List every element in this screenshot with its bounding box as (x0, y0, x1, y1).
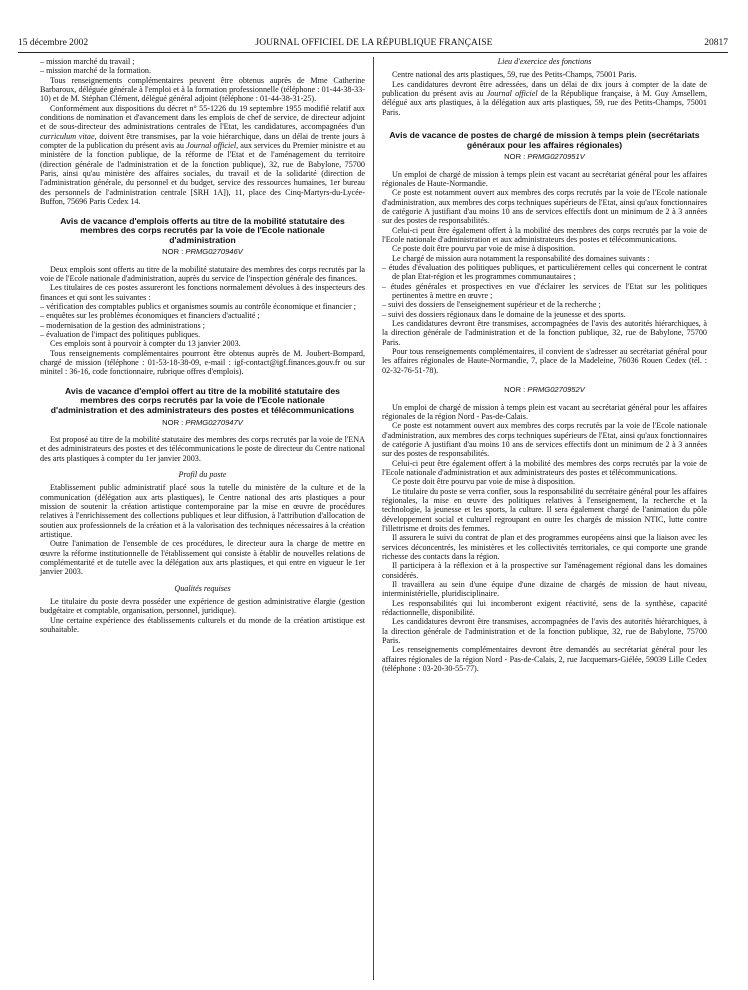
nor-code: PRMG0270952V (527, 385, 585, 395)
list-item: – vérification des comptables publics et organismes soumis au contrôle économique et financier ; (40, 302, 365, 311)
paragraph: Un emploi de chargé de mission à temps plein est vacant au secrétariat général pour les affaires régionales de la région Nord - Pas-de-Calais. (382, 402, 707, 421)
paragraph: Les responsabilités qui lui incomberont exigent réactivité, sens de la synthèse, capacité rédactionnelle, disponibilité. (382, 598, 707, 618)
paragraph: Tous renseignements complémentaires peuvent être obtenus auprès de Mme Catherine Barbaroux, déléguée générale à l'emploi et à la formation professionnelle (téléphone : 01-44-38-33-10) et de M. Stéphan Clément, délégué général adjoint (téléphone : 01-44-38-31-25). (40, 75, 365, 104)
paragraph: Outre l'animation de l'ensemble de ces procédures, le directeur aura la charge de mettre en œuvre la réforme institutionnelle de l'établissement qui consiste à établir de nouvelles relations de complémentarité et de tutelle avec la délégation aux arts plastiques, et qui entre en vigueur le 1er janvier 2003. (40, 539, 365, 577)
paragraph: Ces emplois sont à pourvoir à compter du 13 janvier 2003. (50, 339, 241, 349)
paragraph: Le titulaire du poste devra posséder une expérience de gestion administrative élargie (gestion budgétaire et comptable, organisation, personnel, juridique). (40, 597, 365, 616)
list-item: – évaluation de l'impact des politiques publiques. (40, 330, 365, 339)
paragraph: Celui-ci peut être également offert à la mobilité des membres des corps recrutés par la voie de l'Ecole nationale d'administration et aux administrateurs des postes et télécommunications. (382, 225, 707, 244)
paragraph: Les candidatures devront être transmises, accompagnées de l'avis des autorités hiérarchiques, à la direction générale de l'administration et de la fonction publique, 32, rue de Babylone, 75700 Paris. (382, 617, 707, 646)
nor-reference (40, 418, 365, 427)
nor-reference (382, 152, 707, 161)
text-run: Conformément aux dispositions du décret n° 55-1226 du 19 septembre 1955 modifié relatif aux conditions de nomination et d'avancement dans les emplois de chef de service, de directeur adjoint et de sous-directeur des administrations centrales de l'Etat, les candidatures, accompagnées d'un (40, 103, 365, 132)
subheading: Qualités requises (174, 583, 231, 593)
nor-code: PRMG0270951V (527, 152, 585, 162)
nor-label: NOR : (504, 385, 526, 395)
nor-label: NOR : (162, 417, 184, 427)
subheading: Lieu d'exercice des fonctions (497, 57, 592, 66)
nor-code: PRMG0270947V (185, 417, 243, 427)
paragraph: Tous renseignements complémentaires pourront être obtenus auprès de M. Joubert-Bompard, chargé de mission (téléphone : 01-53-18-38-09, e-mail : igf-contact@igf.finances.gouv.fr ou sur minitel : 36-16, code fonctionnaire, rubrique offres d'emplois). (40, 348, 365, 377)
text-run: , aux services du Premier ministre et au ministère de la fonction publique, de la réforme de l'Etat et de l'aménagement du territoire (direction générale de l'administration et de la fonction publique), 32, rue de Babylone, 75700 Paris, ainsi qu'au ministère des affaires sociales, du travail et de la solidarité (direction de l'administration générale, du personnel et du budget, service des ressources humaines, 1er bureau des personnels de l'administration centrale [SRH 1A]), 11, place des Cinq-Martyrs-du-Lycée-Buffon, 75696 Paris Cedex 14. (40, 141, 366, 207)
paragraph: Celui-ci peut être également offert à la mobilité des membres des corps recrutés par la voie de l'Ecole nationale d'administration et aux administrateurs des postes et télécommunications. (382, 458, 707, 477)
paragraph: Les renseignements complémentaires devront être demandés au secrétariat général pour les affaires régionales de la région Nord - Pas-de-Calais, 2, rue Jacquemars-Giélée, 59039 Lille Cedex (téléphone : 03-20-30-55-77). (382, 645, 707, 674)
nor-label: NOR : (504, 152, 526, 162)
paragraph: Deux emplois sont offerts au titre de la mobilité statutaire des membres des corps recrutés par la voie de l'Ecole nationale d'administration, auprès du service de l'inspection générale des finances. (40, 264, 365, 283)
text-run: de la République française, à M. Guy Amsellem, délégué aux arts plastiques, à la délégation aux arts plastiques, 59, rue des Petits-Champs, 75001 Paris. (382, 89, 707, 117)
list-item: – enquêtes sur les problèmes économiques et financiers d'actualité ; (40, 311, 365, 320)
nor-reference (382, 385, 707, 394)
paragraph (40, 104, 365, 207)
header-rule (18, 52, 728, 53)
paragraph: Le chargé de mission aura notamment la responsabilité des domaines suivants : (392, 253, 650, 263)
column-divider (373, 57, 374, 980)
paragraph: Est proposé au titre de la mobilité statutaire des membres des corps recrutés par la voie de l'ENA et des administrateurs des postes et des télécommunications le poste de directeur du Centre national des arts plastiques à compter du 1er janvier 2003. (40, 434, 365, 463)
list-item: – suivi des dossiers de l'enseignement supérieur et de la recherche ; (382, 300, 707, 309)
header-date: 15 décembre 2002 (18, 38, 89, 48)
paragraph: Ce poste est notamment ouvert aux membres des corps recrutés par la voie de l'Ecole nationale d'administration, aux membres des corps techniques supérieurs de l'Etat, ainsi qu'aux fonctionnaires de catégorie A justifiant d'au moins 10 ans de services effectifs dont un minimum de 2 à 3 années sur des postes de responsabilités. (382, 421, 707, 459)
paragraph: Les candidatures devront être transmises, accompagnées de l'avis des autorités hiérarchiques, à la direction générale de l'administration et de la fonction publique, 32, rue de Babylone, 75700 Paris. (382, 319, 707, 347)
header-journal-title: JOURNAL OFFICIEL DE LA RÉPUBLIQUE FRANÇAISE (255, 38, 493, 48)
paragraph (382, 80, 707, 117)
paragraph: Ce poste doit être pourvu par voie de mise à disposition. (392, 477, 576, 487)
list-item: – suivi des dossiers régionaux dans le domaine de la jeunesse et des sports. (382, 310, 707, 319)
italic-text: Journal officiel (186, 141, 237, 151)
italic-text: Journal officiel (486, 89, 538, 99)
paragraph: Ce poste est notamment ouvert aux membres des corps recrutés par la voie de l'Ecole nationale d'administration, aux membres des corps techniques supérieurs de l'Etat, ainsi qu'aux fonctionnaires de catégorie A justifiant d'au moins 10 ans de services effectifs dont un minimum de 2 à 3 années sur des postes de responsabilités. (382, 188, 707, 226)
section-title: Avis de vacance d'emploi offert au titre de la mobilité statutaire des membres des corps recrutés par la voie de l'Ecole nationale d'administration et des administrateurs des postes et télécommunications (50, 385, 355, 415)
list-item: – études d'évaluation des politiques publiques, et particulièrement celles qui concernent le contrat de plan Etat-région et les programmes communautaires ; (382, 263, 707, 282)
paragraph: Etablissement public administratif placé sous la tutelle du ministère de la culture et de la communication (délégation aux arts plastiques), le Centre national des arts plastiques a pour mission de soutenir la création artistique contemporaine par la mise en œuvre de procédures relatives à l'enrichissement des collections publiques et leur diffusion, à l'attribution d'allocation de soutien aux professionnels de la création et à la valorisation des techniques nécessaires à la création artistique. (40, 483, 365, 539)
nor-code: PRMG0270946V (185, 247, 243, 257)
italic-text: curriculum vitae (40, 131, 95, 141)
paragraph: Le titulaire du poste se verra confier, sous la responsabilité du secrétaire général pour les affaires régionales, la mise en œuvre des politiques relatives à l'enseignement, la recherche et la technologie, la jeunesse et les sports, la culture. Il sera également chargé de l'animation du pôle développement social et culturel regroupant en outre les chargés de mission NTIC, lutte contre l'illettrisme et droits des femmes. (382, 486, 707, 533)
paragraph: Centre national des arts plastiques, 59, rue des Petits-Champs, 75001 Paris. (392, 70, 637, 80)
paragraph: Pour tous renseignements complémentaires, il convient de s'adresser au secrétariat général pour les affaires régionales de Haute-Normandie, 7, place de la Madeleine, 76036 Rouen Cedex (tél. : 02-32-76-51-78). (382, 347, 707, 375)
nor-label: NOR : (162, 247, 184, 257)
list-item: – mission marché de la formation. (40, 66, 365, 75)
list-item: – mission marché du travail ; (40, 57, 365, 66)
section-title: Avis de vacance d'emplois offerts au titre de la mobilité statutaire des membres des corps recrutés par la voie de l'Ecole nationale d'administration (60, 215, 345, 245)
list-item: – modernisation de la gestion des administrations ; (40, 321, 365, 330)
paragraph: Il participera à la réflexion et à la prospective sur l'aménagement régional dans les domaines considérés. (382, 561, 707, 580)
paragraph: Ce poste doit être pourvu par voie de mise à disposition. (392, 244, 576, 254)
header-page-number: 20817 (704, 38, 728, 48)
right-column (382, 57, 707, 673)
list-item: – études générales et prospectives en vue d'éclairer les services de l'Etat sur les politiques pertinentes à mettre en œuvre ; (382, 282, 707, 301)
paragraph: Une certaine expérience des établissements culturels et du monde de la création artistique est souhaitable. (40, 615, 365, 635)
paragraph: Il travaillera au sein d'une équipe d'une dizaine de chargés de mission de haut niveau, interministérielle, pluridisciplinaire. (382, 580, 707, 599)
text-run: Les candidatures devront être adressées, dans un délai de dix jours à compter de la date de publication du présent avis au (382, 79, 707, 99)
paragraph: Un emploi de chargé de mission à temps plein est vacant au secrétariat général pour les affaires régionales de Haute-Normandie. (382, 169, 707, 188)
paragraph: Il assurera le suivi du contrat de plan et des programmes européens ainsi que la liaison avec les services déconcentrés, les ministères et les collectivités territoriales, ce qui comporte une grande richesse des contacts dans la région. (382, 533, 707, 561)
nor-reference (40, 247, 365, 256)
left-column (40, 57, 365, 634)
section-title: Avis de vacance de postes de chargé de mission à temps plein (secrétariats généraux pour les affaires régionales) (389, 130, 700, 150)
paragraph: Les titulaires de ces postes assureront les fonctions normalement dévolues à des inspecteurs des finances et qui sont les suivantes : (40, 283, 365, 302)
text-run: , doivent être transmises, par la voie hiérarchique, dans un délai de trente jours à compter de la publication du présent avis au (40, 131, 365, 151)
subheading: Profil du poste (178, 469, 227, 479)
